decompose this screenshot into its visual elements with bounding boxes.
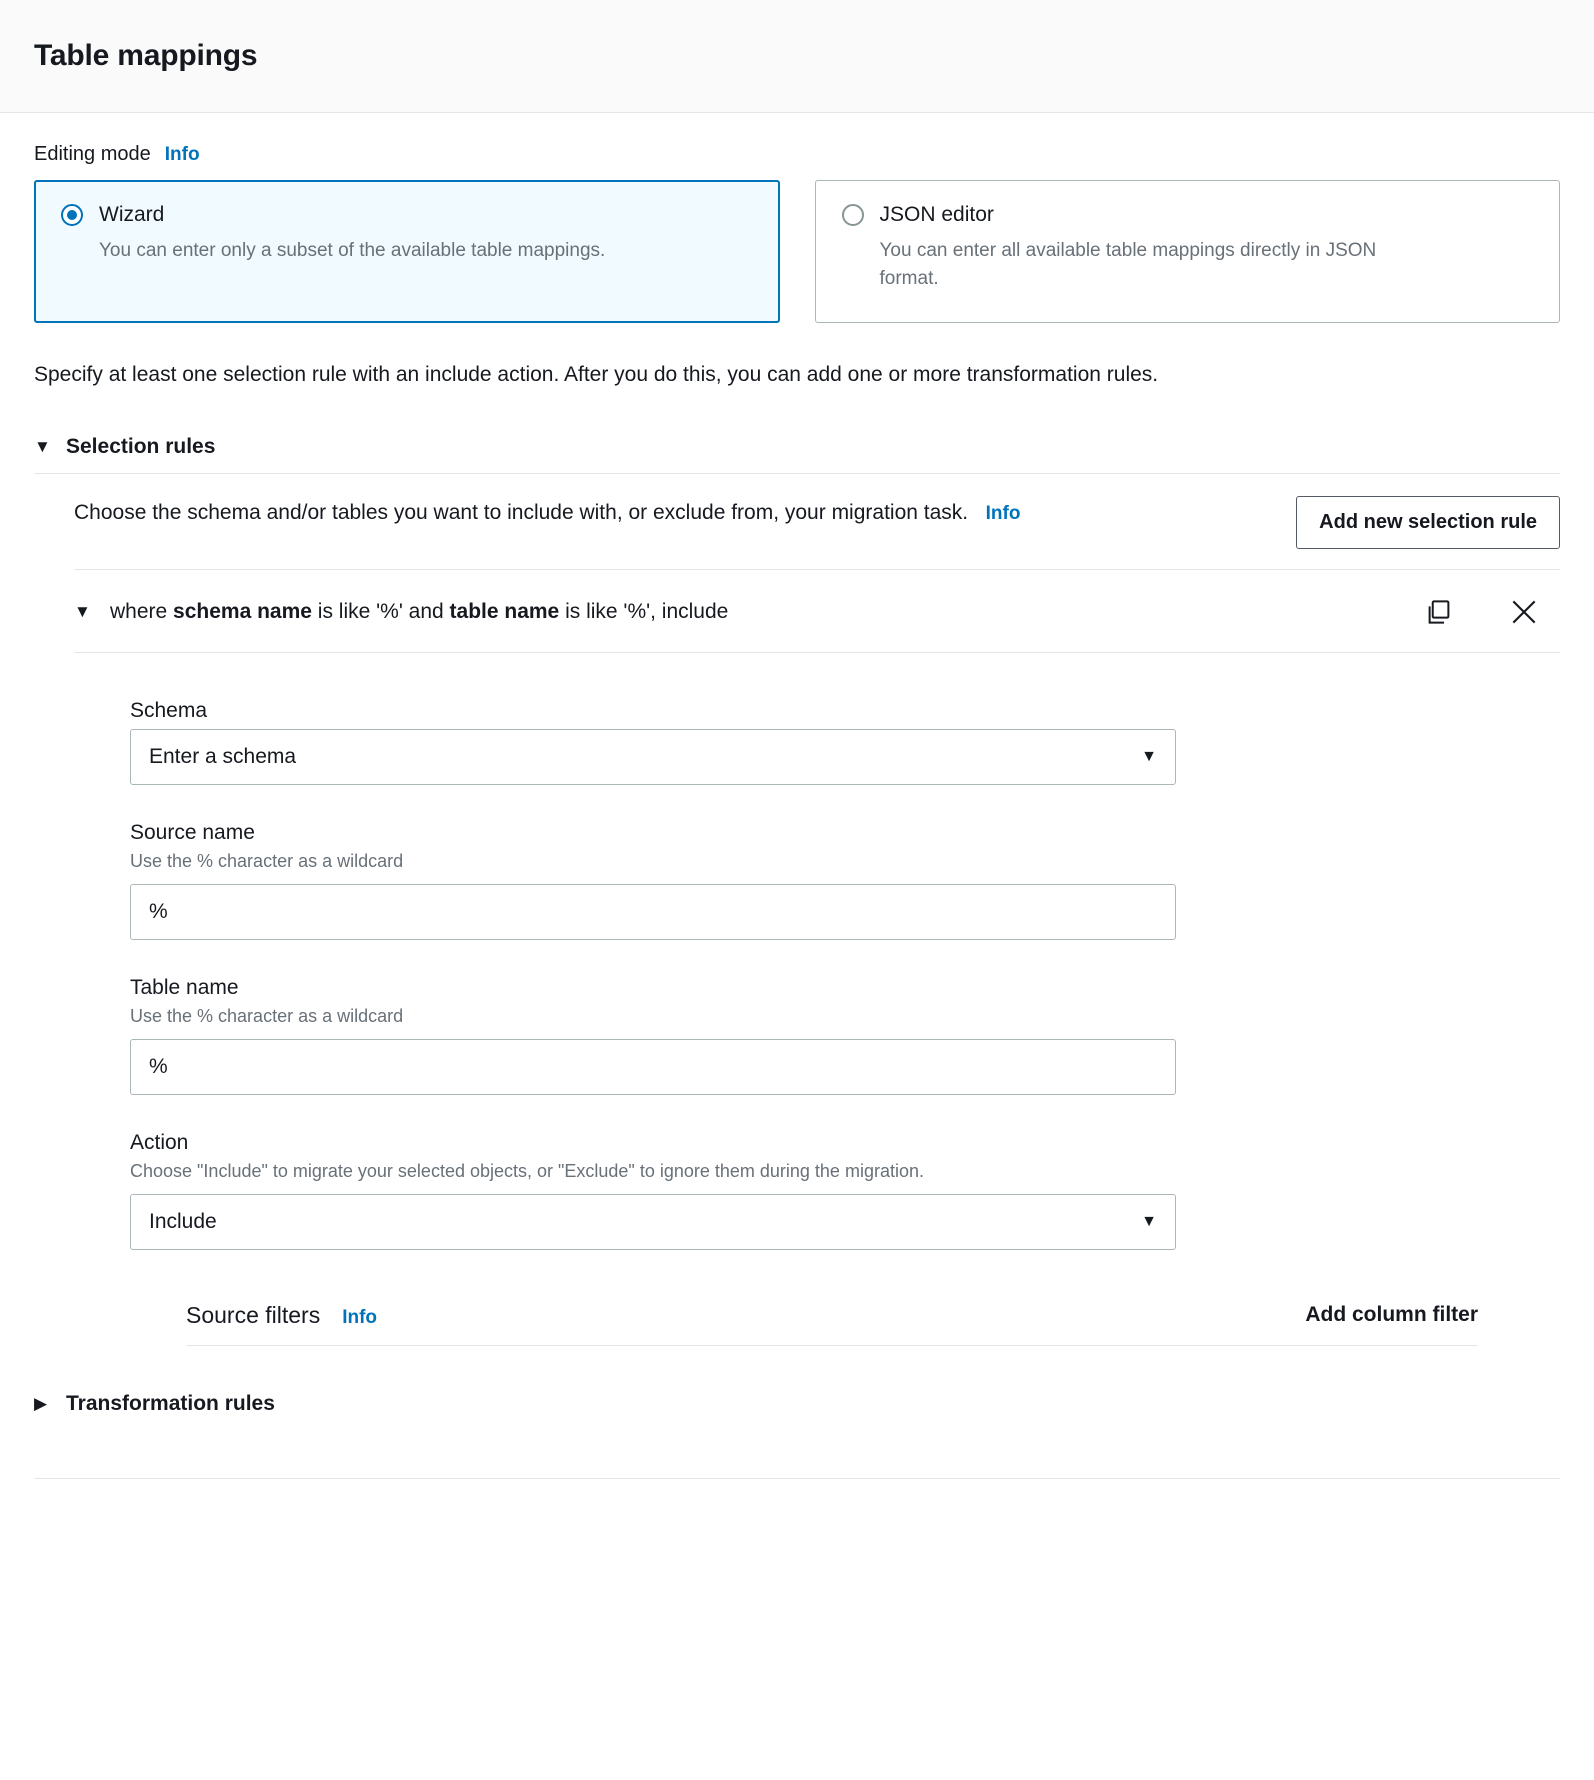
selection-rules-info-link[interactable]: Info — [985, 502, 1021, 524]
wizard-tile-head — [61, 203, 753, 227]
transformation-rules-header[interactable] — [34, 1392, 1560, 1430]
json-editor-description: You can enter all available table mappings directly in JSON format. — [879, 240, 1377, 289]
action-select-value: Include — [149, 1209, 217, 1233]
panel-footer-divider — [34, 1478, 1560, 1479]
transformation-rules-title: Transformation rules — [66, 1391, 275, 1415]
panel-header — [0, 0, 1594, 113]
editing-mode-label: Editing mode — [34, 143, 151, 165]
wizard-title: Wizard — [99, 203, 165, 226]
source-filters-row — [186, 1302, 1478, 1346]
chevron-down-icon: ▼ — [1141, 747, 1157, 765]
page-title: Table mappings — [34, 39, 258, 72]
schema-select[interactable] — [130, 729, 1176, 785]
chevron-down-icon: ▼ — [1141, 1212, 1157, 1230]
rule-summary-suffix: is like '%', include — [559, 599, 729, 623]
source-name-label: Source name — [130, 820, 255, 844]
json-editor-tile-head — [842, 203, 1534, 227]
radio-wizard[interactable] — [61, 204, 83, 226]
table-name-hint: Use the % character as a wildcard — [130, 1005, 404, 1026]
intro-text: Specify at least one selection rule with an include action. After you do this, you can add one or more transformation rules. — [34, 363, 1159, 386]
action-field-group — [130, 1131, 1560, 1250]
chevron-down-icon[interactable]: ▼ — [34, 437, 51, 456]
editing-mode-option-json-editor[interactable] — [815, 180, 1561, 323]
source-filters-left — [186, 1302, 377, 1329]
action-hint: Choose "Include" to migrate your selected objects, or "Exclude" to ignore them during the migration. — [130, 1160, 924, 1181]
source-name-value: % — [149, 899, 168, 923]
selection-rule-row — [74, 570, 1560, 653]
editing-mode-info-link[interactable]: Info — [164, 144, 200, 165]
chevron-right-icon[interactable]: ▶ — [34, 1394, 48, 1413]
selection-rules-intro-row — [74, 474, 1560, 570]
selection-rules-description: Choose the schema and/or tables you want to include with, or exclude from, your migration task. — [74, 500, 969, 524]
schema-field-group — [130, 699, 1560, 785]
copy-icon[interactable] — [1424, 597, 1454, 627]
selection-rule-summary[interactable] — [74, 600, 728, 624]
wizard-description: You can enter only a subset of the available table mappings. — [99, 240, 606, 261]
editing-mode-tiles — [34, 180, 1560, 323]
selection-rule-form — [74, 653, 1560, 1250]
schema-select-value: Enter a schema — [149, 744, 297, 768]
rule-summary-mid: is like '%' and — [311, 599, 450, 623]
rule-summary-schema-label: schema name — [173, 599, 312, 623]
selection-rule-summary-text — [110, 600, 728, 624]
radio-json-editor[interactable] — [842, 204, 864, 226]
action-label: Action — [130, 1130, 189, 1154]
selection-rules-section — [34, 435, 1560, 1346]
selection-rules-header[interactable] — [34, 435, 1560, 474]
source-name-hint: Use the % character as a wildcard — [130, 850, 404, 871]
selection-rule-actions — [1424, 596, 1560, 628]
editing-mode-option-wizard[interactable] — [34, 180, 780, 323]
selection-rules-description-wrap — [74, 496, 1020, 531]
rule-chevron-down-icon[interactable]: ▼ — [74, 602, 91, 621]
table-name-input[interactable] — [130, 1039, 1176, 1095]
transformation-rules-section — [34, 1392, 1560, 1430]
panel-body — [0, 113, 1594, 1780]
json-editor-title: JSON editor — [879, 203, 994, 226]
table-name-field-group — [130, 976, 1560, 1095]
rule-summary-table-label: table name — [449, 599, 560, 623]
rule-summary-prefix: where — [110, 599, 174, 623]
action-select[interactable] — [130, 1194, 1176, 1250]
source-filters-info-link[interactable]: Info — [342, 1306, 378, 1328]
schema-label: Schema — [130, 698, 208, 722]
source-filters-title: Source filters — [186, 1301, 321, 1328]
table-name-value: % — [149, 1054, 168, 1078]
selection-rules-title: Selection rules — [66, 434, 216, 458]
source-name-field-group — [130, 821, 1560, 940]
editing-mode-label-row — [34, 143, 1560, 166]
source-name-input[interactable] — [130, 884, 1176, 940]
table-name-label: Table name — [130, 975, 239, 999]
selection-rules-inner — [34, 474, 1560, 1346]
add-new-selection-rule-button[interactable]: Add new selection rule — [1296, 496, 1560, 549]
add-column-filter-button[interactable]: Add column filter — [1305, 1303, 1478, 1326]
close-icon[interactable] — [1508, 596, 1540, 628]
